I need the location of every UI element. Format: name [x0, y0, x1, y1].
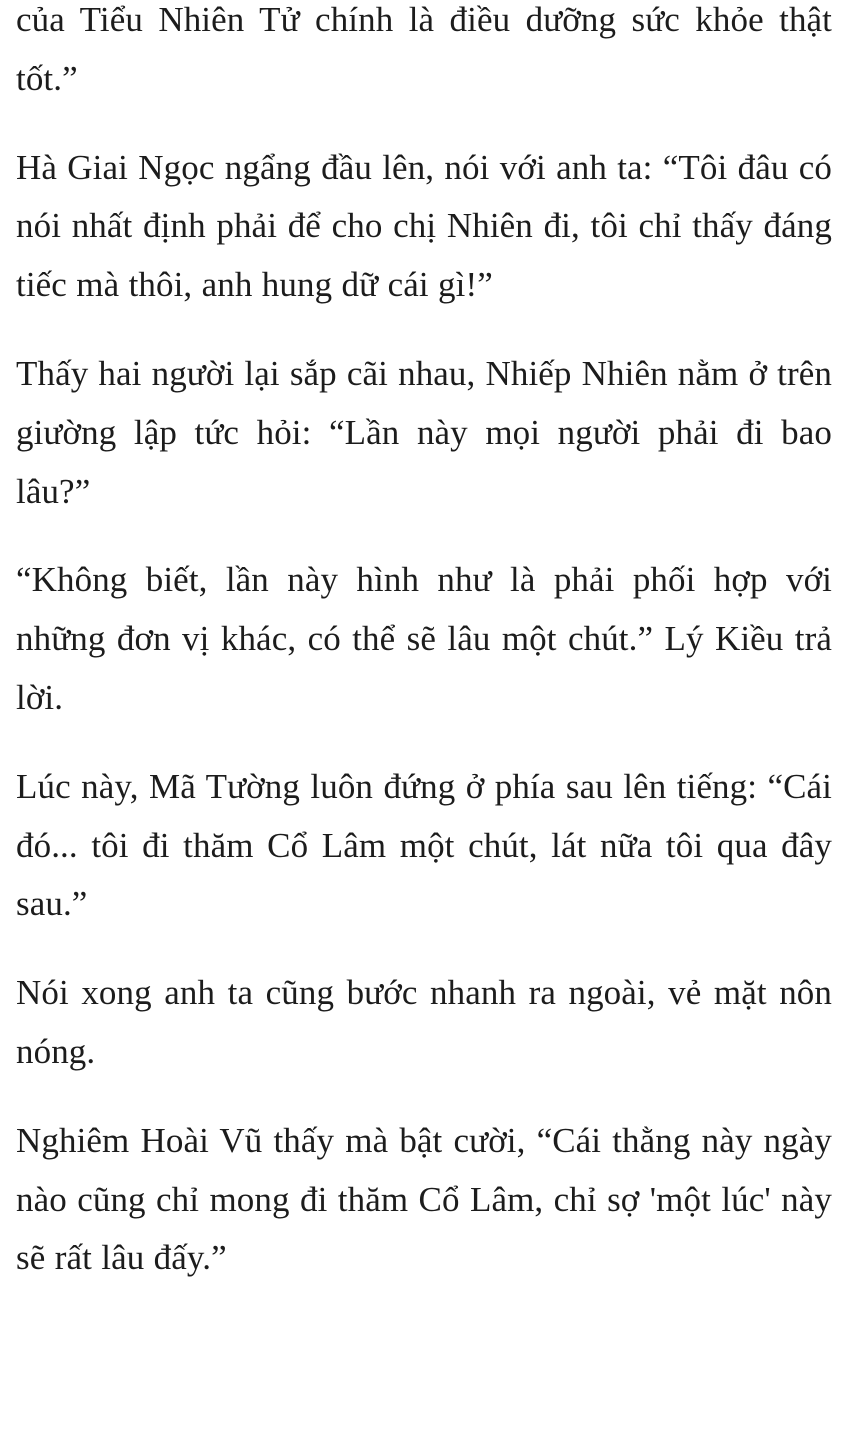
- story-paragraph: Nghiêm Hoài Vũ thấy mà bật cười, “Cái thằng này ngày nào cũng chỉ mong đi thăm Cổ Lâm, chỉ sợ 'một lúc' này sẽ rất lâu đấy.”: [16, 1120, 832, 1278]
- story-paragraph: của Tiểu Nhiên Tử chính là điều dưỡng sức khỏe thật tốt.”: [16, 0, 832, 98]
- story-paragraph: Hà Giai Ngọc ngẩng đầu lên, nói với anh ta: “Tôi đâu có nói nhất định phải để cho chị Nhiên đi, tôi chỉ thấy đáng tiếc mà thôi, anh hung dữ cái gì!”: [16, 147, 832, 305]
- story-paragraph: Lúc này, Mã Tường luôn đứng ở phía sau lên tiếng: “Cái đó... tôi đi thăm Cổ Lâm một chút, lát nữa tôi qua đây sau.”: [16, 766, 832, 924]
- story-paragraph: Thấy hai người lại sắp cãi nhau, Nhiếp Nhiên nằm ở trên giường lập tức hỏi: “Lần này mọi người phải đi bao lâu?”: [16, 353, 832, 511]
- story-paragraph: Nói xong anh ta cũng bước nhanh ra ngoài, vẻ mặt nôn nóng.: [16, 973, 832, 1071]
- story-paragraph: “Không biết, lần này hình như là phải phối hợp với những đơn vị khác, có thể sẽ lâu một chút.” Lý Kiều trả lời.: [16, 560, 832, 717]
